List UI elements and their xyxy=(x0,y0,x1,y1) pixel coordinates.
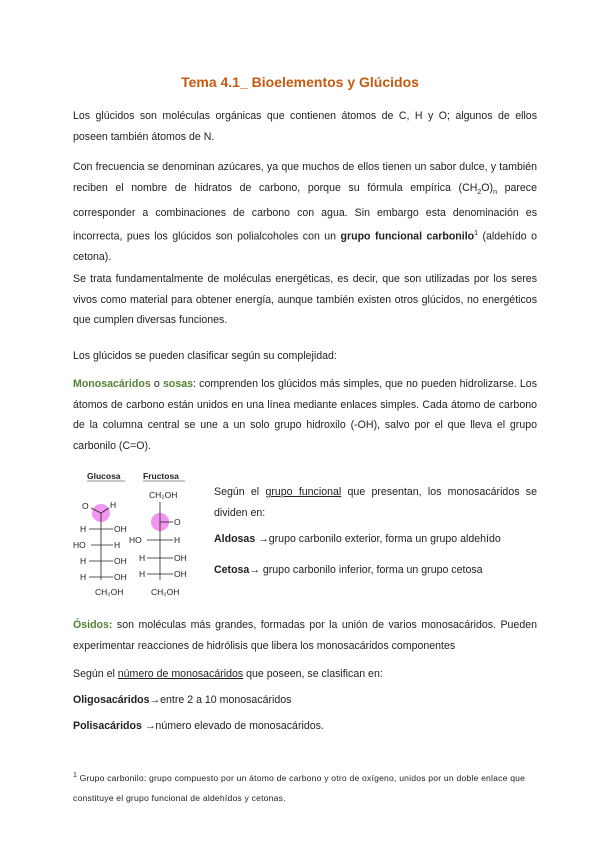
polisacaridos-line: Polisacáridos →número elevado de monosacáridos. xyxy=(73,720,324,732)
oligosacaridos-line: Oligosacáridos→entre 2 a 10 monosacáridos xyxy=(73,694,292,706)
grupo-funcional-paragraph: Según el grupo funcional que presentan, los monosacáridos se dividen en: xyxy=(214,486,537,519)
glucosa-row-4-left: H xyxy=(80,572,87,582)
glucosa-label: Glucosa xyxy=(87,471,121,481)
grupo-funcional-carbonilo: grupo funcional carbonilo xyxy=(340,230,475,243)
term-monosacaridos: Monosacáridos xyxy=(73,378,151,390)
glucosa-row-3-right: OH xyxy=(114,556,127,566)
fructosa-row-2-left: H xyxy=(139,553,146,563)
intro-paragraph-2: Con frecuencia se denominan azúcares, ya que muchos de ellos tienen un sabor dulce, y también reciben el nombre de hidratos de carbono, porque su fórmula empírica $(CH_2O)_n$ parece corresponder a combinaciones de carbono con agua. Sin embargo esta denominación es incorrecta, pues los glúcidos son polialcoholes con un grupo funcional carbonilo$^1$ (aldehído o cetona). xyxy=(73,161,537,263)
fructosa-label: Fructosa xyxy=(143,471,179,481)
fructosa-row-1-right: H xyxy=(174,535,181,545)
fructosa-row-3-right: OH xyxy=(174,569,187,579)
glucosa-row-0-left: O xyxy=(82,501,89,511)
osidos-clasificacion: Según el número de monosacáridos que poseen, se clasifican en: xyxy=(73,668,383,680)
fructosa-row-0-right: O xyxy=(174,517,181,527)
fructosa-structure xyxy=(129,490,187,597)
footnote: $^1$ Grupo carbonilo: grupo compuesto por un átomo de carbono y otro de oxígeno, unidos por un doble enlace que constituye el grupo funcional de aldehídos y cetonas. xyxy=(73,772,526,803)
footnote-mark: 1 xyxy=(73,772,78,779)
fructosa-row-1-left: HO xyxy=(129,535,142,545)
intro-paragraph-4: Los glúcidos se pueden clasificar según su complejidad: xyxy=(73,350,337,362)
glucosa-row-4-right: OH xyxy=(114,572,127,582)
term-sosas: sosas xyxy=(162,378,194,390)
fructosa-top: CH₂OH xyxy=(149,490,178,500)
fructosa-row-3-left: H xyxy=(139,569,146,579)
aldosas-line: Aldosas →grupo carbonilo exterior, forma un grupo aldehído xyxy=(214,533,501,545)
glucosa-row-0-right: H xyxy=(110,500,117,510)
fructosa-bottom: CH₂OH xyxy=(151,587,180,597)
osidos-paragraph: Ósidos: son moléculas más grandes, formadas por la unión de varios monosacáridos. Pueden experimentar reacciones de hidrólisis que libera los monosacáridos componentes xyxy=(73,619,537,652)
glucosa-row-2-left: HO xyxy=(73,540,86,550)
intro-paragraph-1: Los glúcidos son moléculas orgánicas que contienen átomos de C, H y O; algunos de ellos poseen también átomos de N. xyxy=(73,110,537,143)
glucosa-row-1-right: OH xyxy=(114,524,127,534)
glucosa-row-1-left: H xyxy=(80,524,87,534)
glucosa-bottom: CH₂OH xyxy=(95,587,124,597)
glucosa-row-2-right: H xyxy=(114,540,121,550)
fischer-projection-figure xyxy=(73,468,213,603)
term-osidos: Ósidos: xyxy=(73,619,113,631)
footnote-ref[interactable]: 1 xyxy=(474,229,479,237)
cetosa-line: Cetosa→ grupo carbonilo inferior, forma un grupo cetosa xyxy=(214,564,483,576)
page-title: Tema 4.1_ Bioelementos y Glúcidos xyxy=(181,74,419,90)
fructosa-row-2-right: OH xyxy=(174,553,187,563)
monosacaridos-paragraph: Monosacáridos o sosas: comprenden los glúcidos más simples, que no pueden hidrolizarse. Los átomos de carbono están unidos en una línea mediante enlaces simples. Cada átomo de carbono de la columna central se une a un solo grupo hidroxilo (-OH), salvo por el que lleva el grupo carbonilo (C=O). xyxy=(73,378,537,452)
glucosa-row-3-left: H xyxy=(80,556,87,566)
intro-paragraph-3: Se trata fundamentalmente de moléculas energéticas, es decir, que son utilizadas por los seres vivos como material para obtener energía, aunque también existen otros glúcidos, no energéticos que cumplen diversas funciones. xyxy=(73,273,537,326)
glucosa-structure xyxy=(73,500,127,597)
